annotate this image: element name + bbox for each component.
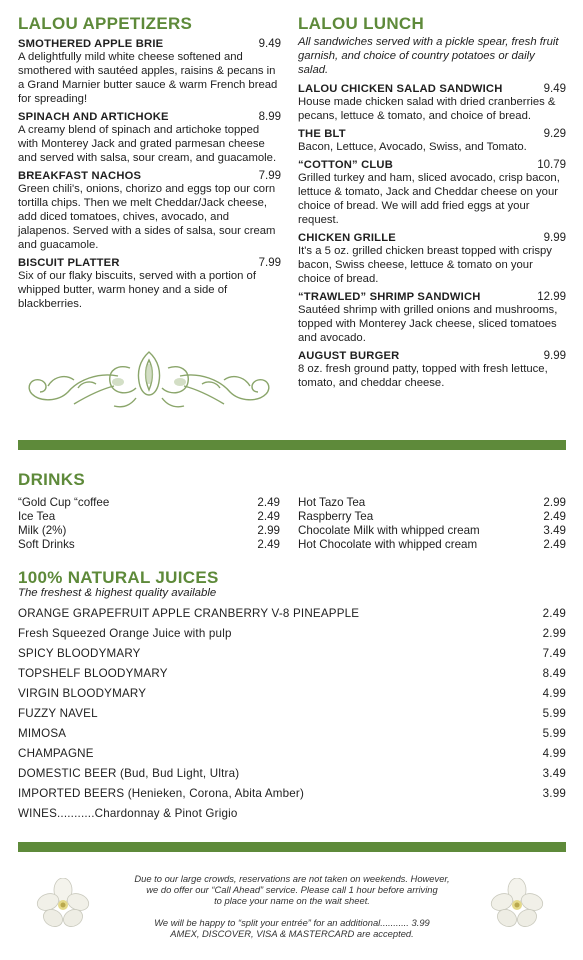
item-description: Bacon, Lettuce, Avocado, Swiss, and Tomato. [298,141,527,153]
footer-note [100,873,484,939]
appetizers-title: LALOU APPETIZERS [18,14,193,33]
appetizers-section [18,14,281,311]
item-name: BREAKFAST NACHOS [18,170,142,182]
juice-price: 3.99 [542,786,566,800]
item-price: 7.99 [258,170,281,182]
item-price: 9.49 [258,38,281,50]
list-item [18,763,566,783]
list-item [298,524,566,538]
menu-item [18,38,281,106]
drink-price: 2.49 [257,496,280,509]
item-name: “TRAWLED” SHRIMP SANDWICH [298,291,481,303]
list-item [298,510,566,524]
drink-name: Chocolate Milk with whipped cream [298,524,480,537]
lunch-section [298,14,566,390]
drink-price: 2.49 [543,510,566,523]
drink-price: 2.49 [257,510,280,523]
list-item [18,538,280,552]
menu-item [298,128,566,154]
item-name: CHICKEN GRILLE [298,232,396,244]
drink-price: 2.49 [257,538,280,551]
drink-name: Milk (2%) [18,524,67,537]
magnolia-flower-icon [36,878,90,930]
list-item [18,496,280,510]
drink-name: Raspberry Tea [298,510,374,523]
juice-name: MIMOSA [18,726,67,740]
juice-price: 2.49 [542,606,566,620]
menu-item [298,232,566,286]
list-item [18,623,566,643]
item-name: SMOTHERED APPLE BRIE [18,38,164,50]
item-name: SPINACH AND ARTICHOKE [18,111,169,123]
item-description: A delightfully mild white cheese softened and smothered with sautéed apples, raisins & pecans in a Grand Marnier butter sauce & warm French bread for spreading! [18,51,278,105]
menu-item [18,257,281,311]
item-name: “COTTON” CLUB [298,159,393,171]
item-price: 9.49 [543,83,566,95]
juice-price: 5.99 [542,706,566,720]
list-item [18,783,566,803]
item-price: 9.29 [543,128,566,140]
juice-name: FUZZY NAVEL [18,706,98,720]
list-item [18,603,566,623]
item-description: 8 oz. fresh ground patty, topped with fresh lettuce, tomato, and cheddar cheese. [298,363,548,389]
drink-name: Hot Tazo Tea [298,496,366,509]
item-name: BISCUIT PLATTER [18,257,120,269]
juice-name: DOMESTIC BEER (Bud, Bud Light, Ultra) [18,766,240,780]
magnolia-flower-icon [490,878,544,930]
item-description: A creamy blend of spinach and artichoke topped with Monterey Jack and grated parmesan cheese and served with salsa, sour cream, and guacamole. [18,124,277,164]
juice-name: ORANGE GRAPEFRUIT APPLE CRANBERRY V-8 PINEAPPLE [18,606,360,620]
list-item [18,743,566,763]
list-item [298,496,566,510]
item-description: House made chicken salad with dried cranberries & pecans, lettuce & tomato, and choice of bread. [298,96,556,122]
footer-line: Due to our large crowds, reservations are not taken on weekends. However, [134,873,450,884]
footer-line: We will be happy to “split your entrée” for an additional........... 3.99 [154,917,430,928]
item-name: THE BLT [298,128,346,140]
list-item [18,510,280,524]
list-item [18,703,566,723]
drinks-title: DRINKS [18,470,85,489]
footer-line: to place your name on the wait sheet. [214,895,370,906]
item-description: Grilled turkey and ham, sliced avocado, crisp bacon, lettuce & tomato, Jack and Cheddar cheese on your choice of bread. We will add fried eggs at your request. [298,172,560,226]
item-description: Sautéed shrimp with grilled onions and mushrooms, topped with Monterey Jack cheese, sliced tomatoes and avocado. [298,304,558,344]
drinks-left-list [18,496,280,552]
menu-item [18,111,281,165]
drink-price: 2.99 [543,496,566,509]
section-divider [18,842,566,852]
juice-name: TOPSHELF BLOODYMARY [18,666,168,680]
drink-price: 2.99 [257,524,280,537]
juice-name: VIRGIN BLOODYMARY [18,686,147,700]
drink-name: Ice Tea [18,510,56,523]
juice-name: CHAMPAGNE [18,746,94,760]
footer-line: we do offer our “Call Ahead” service. Please call 1 hour before arriving [146,884,438,895]
list-item [18,803,566,823]
list-item [18,524,280,538]
item-price: 8.99 [258,111,281,123]
list-item [18,683,566,703]
footer-line: AMEX, DISCOVER, VISA & MASTERCARD are accepted. [170,928,414,939]
drink-price: 2.49 [543,538,566,551]
ornate-scroll-ornament-icon [18,346,280,414]
drinks-section [18,470,566,552]
item-price: 10.79 [537,159,566,171]
juice-name: Fresh Squeezed Orange Juice with pulp [18,626,232,640]
drink-name: “Gold Cup “coffee [18,496,110,509]
item-description: Six of our flaky biscuits, served with a portion of whipped butter, warm honey and a side of blackberries. [18,270,256,310]
list-item [298,538,566,552]
menu-item [298,159,566,227]
list-item [18,723,566,743]
section-divider [18,440,566,450]
list-item [18,643,566,663]
menu-item [298,291,566,345]
juices-title: 100% NATURAL JUICES [18,568,219,587]
lunch-title: LALOU LUNCH [298,14,425,33]
item-price: 9.99 [543,350,566,362]
juice-price: 8.49 [542,666,566,680]
drink-name: Hot Chocolate with whipped cream [298,538,478,551]
item-name: LALOU CHICKEN SALAD SANDWICH [298,83,503,95]
lunch-subtitle: All sandwiches served with a pickle spear, fresh fruit garnish, and choice of country potatoes or daily salad. [298,36,559,76]
drink-name: Soft Drinks [18,538,75,551]
drink-price: 3.49 [543,524,566,537]
item-description: Green chili's, onions, chorizo and eggs top our corn tortilla chips. Then we melt Cheddar/Jack cheese, add diced tomatoes, chives, avocado, and jalapenos. Served with a sides of salsa, sour cream and guacamole. [18,183,276,251]
item-price: 9.99 [543,232,566,244]
juices-section [18,568,566,823]
juice-price: 5.99 [542,726,566,740]
menu-item [18,170,281,252]
juice-price: 4.99 [542,746,566,760]
drinks-right-list [298,496,566,552]
menu-item [298,83,566,123]
juice-price: 2.99 [542,626,566,640]
juice-price: 4.99 [542,686,566,700]
item-price: 12.99 [537,291,566,303]
juice-name: IMPORTED BEERS (Henieken, Corona, Abita Amber) [18,786,305,800]
juice-name: WINES...........Chardonnay & Pinot Grigio [18,806,238,820]
menu-item [298,350,566,390]
juices-subtitle: The freshest & highest quality available [18,587,217,599]
juice-price: 3.49 [542,766,566,780]
list-item [18,663,566,683]
item-description: It's a 5 oz. grilled chicken breast topped with crispy bacon, Swiss cheese, lettuce & tomato on your choice of bread. [298,245,552,285]
juice-name: SPICY BLOODYMARY [18,646,141,660]
item-name: AUGUST BURGER [298,350,400,362]
juice-price: 7.49 [542,646,566,660]
item-price: 7.99 [258,257,281,269]
